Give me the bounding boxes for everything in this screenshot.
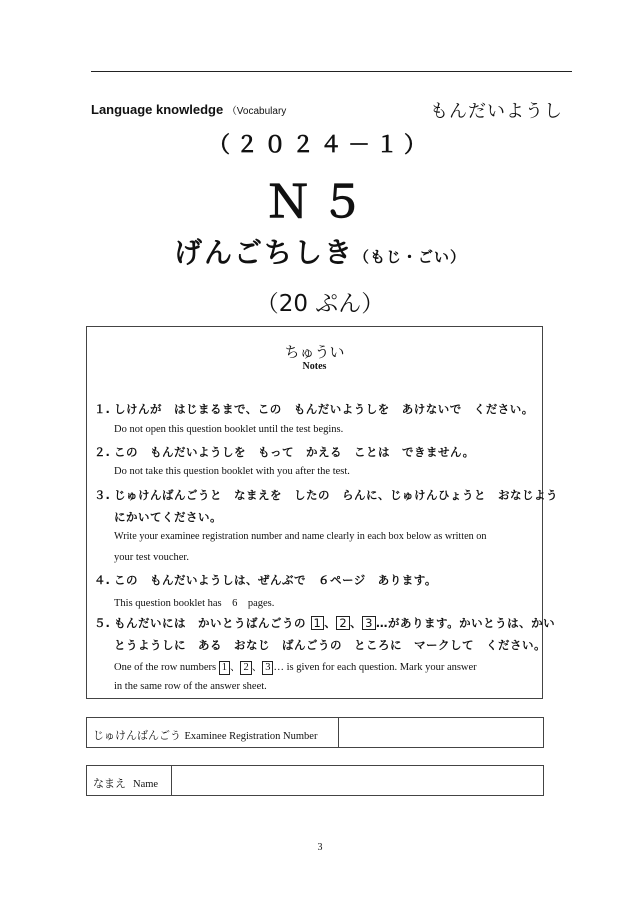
exam-year: （２０２４－１）	[207, 133, 432, 158]
note-text-jp: とうようしに ある おなじ ばんごうの ところに マークして ください。	[114, 638, 546, 652]
note-text-jp: もんだいには かいとうばんごうの 1 、 2 、 3 …があります。かいとうは、かい	[114, 616, 556, 630]
registration-number-box	[86, 717, 544, 748]
answer-number-box: 1	[311, 616, 325, 630]
note-text-jp: この もんだいようしを もって かえる ことは できません。	[114, 445, 475, 459]
note-text-en: This question booklet has 6 pages.	[114, 598, 275, 609]
exam-subject	[0, 231, 640, 271]
note-text-jp: にかいてください。	[114, 510, 222, 524]
note-number: ５.	[94, 616, 110, 630]
note-text-en: your test voucher.	[114, 552, 189, 563]
note-number: １.	[94, 402, 110, 416]
name-label	[93, 775, 158, 791]
subject-title: げんごちしき	[173, 236, 354, 269]
answer-number-box: 1	[219, 661, 230, 675]
name-box	[86, 765, 544, 796]
note-text-jp: じゅけんばんごうと なまえを したの らんに、じゅけんひょうと おなじよう	[114, 488, 558, 502]
note-text-jp-part: もんだいには かいとうばんごうの	[114, 616, 306, 630]
note-number: ２.	[94, 445, 110, 459]
answer-number-box: 2	[240, 661, 251, 675]
registration-label-en: Examinee Registration Number	[184, 731, 318, 742]
note-number: ３.	[94, 488, 110, 502]
top-rule	[91, 71, 572, 72]
name-label-jp: なまえ	[93, 777, 126, 790]
note-text-en-part: One of the row numbers	[114, 662, 217, 673]
registration-label-jp: じゅけんばんごう	[93, 729, 181, 742]
notes-subtitle: Notes	[302, 361, 327, 372]
notes-title: ちゅうい	[284, 343, 345, 361]
notes-box	[86, 326, 558, 699]
section-title-en: Language knowledge	[91, 102, 224, 117]
answer-number-box: 3	[362, 616, 376, 630]
note-text-en: Do not take this question booklet with you after the test.	[114, 466, 350, 477]
registration-divider	[338, 718, 339, 747]
page-number: 3	[317, 842, 323, 853]
subject-subtitle: （もじ・ごい）	[354, 248, 467, 266]
note-text-en-part: … is given for each question. Mark your answer	[273, 662, 477, 673]
name-divider	[171, 766, 172, 795]
exam-level: Ｎ５	[266, 178, 374, 227]
name-label-en: Name	[133, 779, 159, 790]
section-subtitle-en: （Vocabulary	[226, 106, 287, 117]
section-label	[91, 102, 286, 117]
note-text-jp: この もんだいようしは、ぜんぶで ６ページ あります。	[114, 573, 437, 587]
exam-time: （20 ぷん）	[255, 291, 385, 317]
note-text-en: Do not open this question booklet until the test begins.	[114, 424, 344, 435]
answer-number-box: 2	[336, 616, 350, 630]
booklet-label: もんだいようし	[430, 101, 563, 122]
note-text-en: in the same row of the answer sheet.	[114, 681, 267, 692]
registration-label	[93, 727, 317, 743]
note-text-jp-part: …があります。かいとうは、かい	[376, 616, 556, 630]
note-text-en: One of the row numbers 1 、 2 、 3 … is given for each question. Mark your answer	[114, 662, 477, 673]
note-text-jp: しけんが はじまるまで、この もんだいようしを あけないで ください。	[114, 402, 534, 416]
note-text-en: Write your examinee registration number and name clearly in each box below as written on	[114, 531, 487, 542]
answer-number-box: 3	[262, 661, 273, 675]
note-number: ４.	[94, 573, 110, 587]
